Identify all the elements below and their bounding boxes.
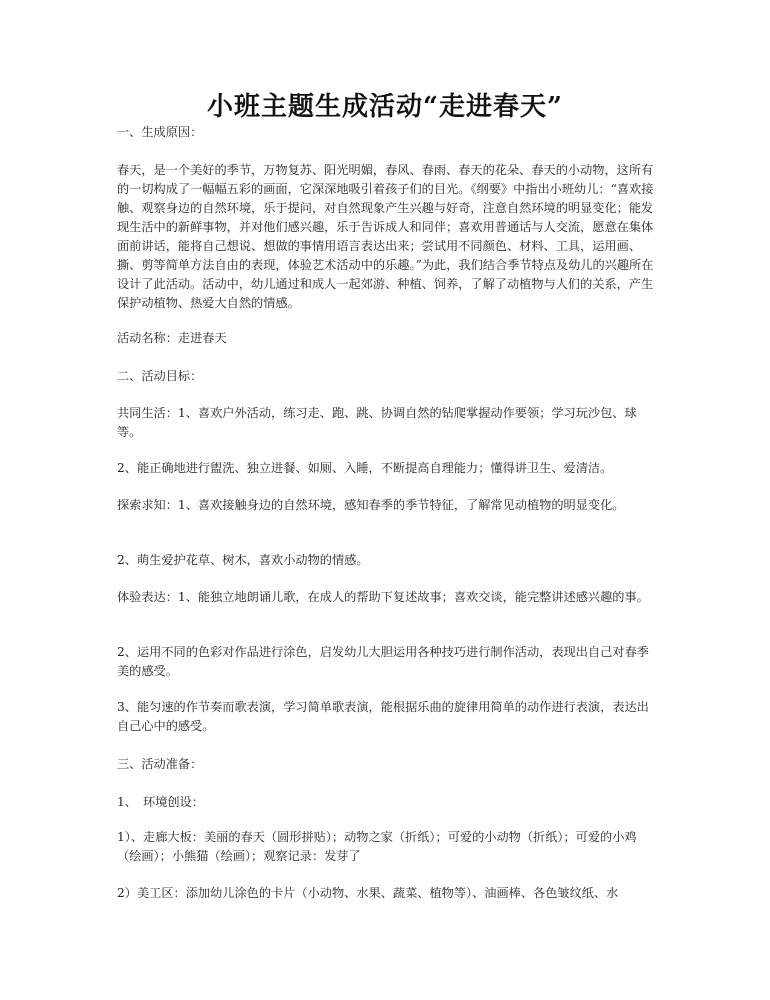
paragraph-activity-name: 活动名称：走进春天: [117, 331, 227, 345]
section-heading-goals: 二、活动目标：: [117, 369, 203, 383]
paragraph-goal-explore-2: 2、萌生爱护花草、树木，喜欢小动物的情感。: [117, 553, 369, 567]
paragraph-goal-life-1: 共同生活：1、喜欢户外活动，练习走、跑、跳、协调自然的钻爬掌握动作要领；学习玩沙包、球等。: [117, 406, 637, 439]
paragraph-goal-express-3: 3、能匀速的作节奏而歌表演，学习简单歌表演，能根据乐曲的旋律用简单的动作进行表演，表达出自己心中的感受。: [117, 700, 649, 733]
paragraph-hallway-board: 1）、走廊大板：美丽的春天（圆形拼贴）；动物之家（折纸）；可爱的小动物（折纸）；可爱的小鸡（绘画）；小熊猫（绘画）；观察记录：发芽了: [117, 830, 637, 863]
document-title: 小班主题生成活动“走进春天”: [207, 92, 563, 122]
paragraph-art-area: 2）美工区：添加幼儿涂色的卡片（小动物、水果、蔬菜、植物等）、油画棒、各色皱纹纸、水: [117, 886, 619, 900]
paragraph-goal-express-1: 体验表达：1、能独立地朗诵儿歌，在成人的帮助下复述故事；喜欢交谈，能完整讲述感兴趣的事。: [117, 590, 649, 604]
paragraph-goal-explore-1: 探索求知：1、喜欢接触身边的自然环境，感知春季的季节特征，了解常见动植物的明显变化。: [117, 498, 625, 512]
paragraph-goal-life-2: 2、能正确地进行盥洗、独立进餐、如厕、入睡，不断提高自理能力；懂得讲卫生、爱清洁。: [117, 461, 613, 475]
paragraph-reason-body: 春天，是一个美好的季节，万物复苏、阳光明媚，春风、春雨、春天的花朵、春天的小动物，这所有的一切构成了一幅幅五彩的画面，它深深地吸引着孩子们的目光。《纲要》中指出小班幼儿：“喜欢接触、观察身边的自然环境，乐于提问，对自然现象产生兴趣与好奇，注意自然环境的明显变化；能发现生活中的新鲜事物，并对他们感兴趣，乐于告诉成人和同伴；喜欢用普通话与人交流，愿意在集体面前讲话，能将自己想说、想做的事情用语言表达出来；尝试用不同颜色、材料、工具，运用画、撕、剪等简单方法自由的表现，体验艺术活动中的乐趣。”为此，我们结合季节特点及幼儿的兴趣所在设计了此活动。活动中，幼儿通过和成人一起郊游、种植、饲养，了解了动植物与人们的关系，产生保护动植物、热爱大自然的情感。: [117, 163, 654, 310]
section-heading-reason: 一、生成原因：: [117, 125, 203, 139]
paragraph-environment-heading: 1、 环境创设：: [117, 795, 204, 809]
section-heading-preparation: 三、活动准备：: [117, 757, 203, 771]
paragraph-goal-express-2: 2、运用不同的色彩对作品进行涂色，启发幼儿大胆运用各种技巧进行制作活动，表现出自己对春季美的感受。: [117, 645, 649, 678]
